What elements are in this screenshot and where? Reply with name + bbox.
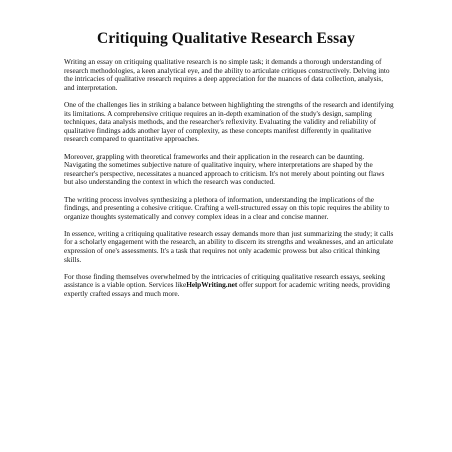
- document-title: Critiquing Qualitative Research Essay: [97, 30, 355, 47]
- paragraph-assistance: [64, 273, 394, 299]
- paragraph-frameworks: Moreover, grappling with theoretical frameworks and their application in the research can be daunting. Navigating the sometimes subjective nature of qualitative inquiry, where interpretations are shaped by the researcher's perspective, necessitates a nuanced approach to criticism. It's not merely about pointing out flaws but also understanding the context in which the research was conducted.: [64, 151, 385, 187]
- paragraph-challenges: One of the challenges lies in striking a balance between highlighting the strengths of the research and identifying its limitations. A comprehensive critique requires an in-depth examination of the study's design, sampling techniques, data analysis methods, and the researcher's reflexivity. Evaluating the validity and reliability of qualitative findings adds another layer of complexity, as these concepts manifest differently in qualitative research compared to quantitative approaches.: [64, 99, 394, 144]
- paragraph-intro: Writing an essay on critiquing qualitative research is no simple task; it demands a thorough understanding of research methodologies, a keen analytical eye, and the ability to articulate critiques constructively. Delving into the intricacies of qualitative research requires a deep appreciation for the nuances of data collection, analysis, and interpretation.: [64, 57, 390, 92]
- assistance-text-before: For those finding themselves overwhelmed by the intricacies of critiquing qualitative research essays, seeking assistance is a viable option. Services like: [64, 271, 385, 290]
- service-link: HelpWriting.net: [186, 280, 238, 290]
- assistance-text-after: offer support for academic writing needs, providing expertly crafted essays and much more.: [64, 280, 391, 299]
- paragraph-writing-process: The writing process involves synthesizing a plethora of information, understanding the implications of the findings, and presenting a cohesive critique. Crafting a well-structured essay on this topic requires the ability to organize thoughts systematically and convey complex ideas in a clear and concise manner.: [64, 194, 390, 221]
- paragraph-essence: In essence, writing a critiquing qualitative research essay demands more than just summarizing the study; it calls for a scholarly engagement with the research, an ability to discern its strengths and weaknesses, and an articulate expression of one's assessments. It's a task that requires not only academic prowess but also critical thinking skills.: [64, 228, 394, 264]
- document-body: [64, 58, 394, 307]
